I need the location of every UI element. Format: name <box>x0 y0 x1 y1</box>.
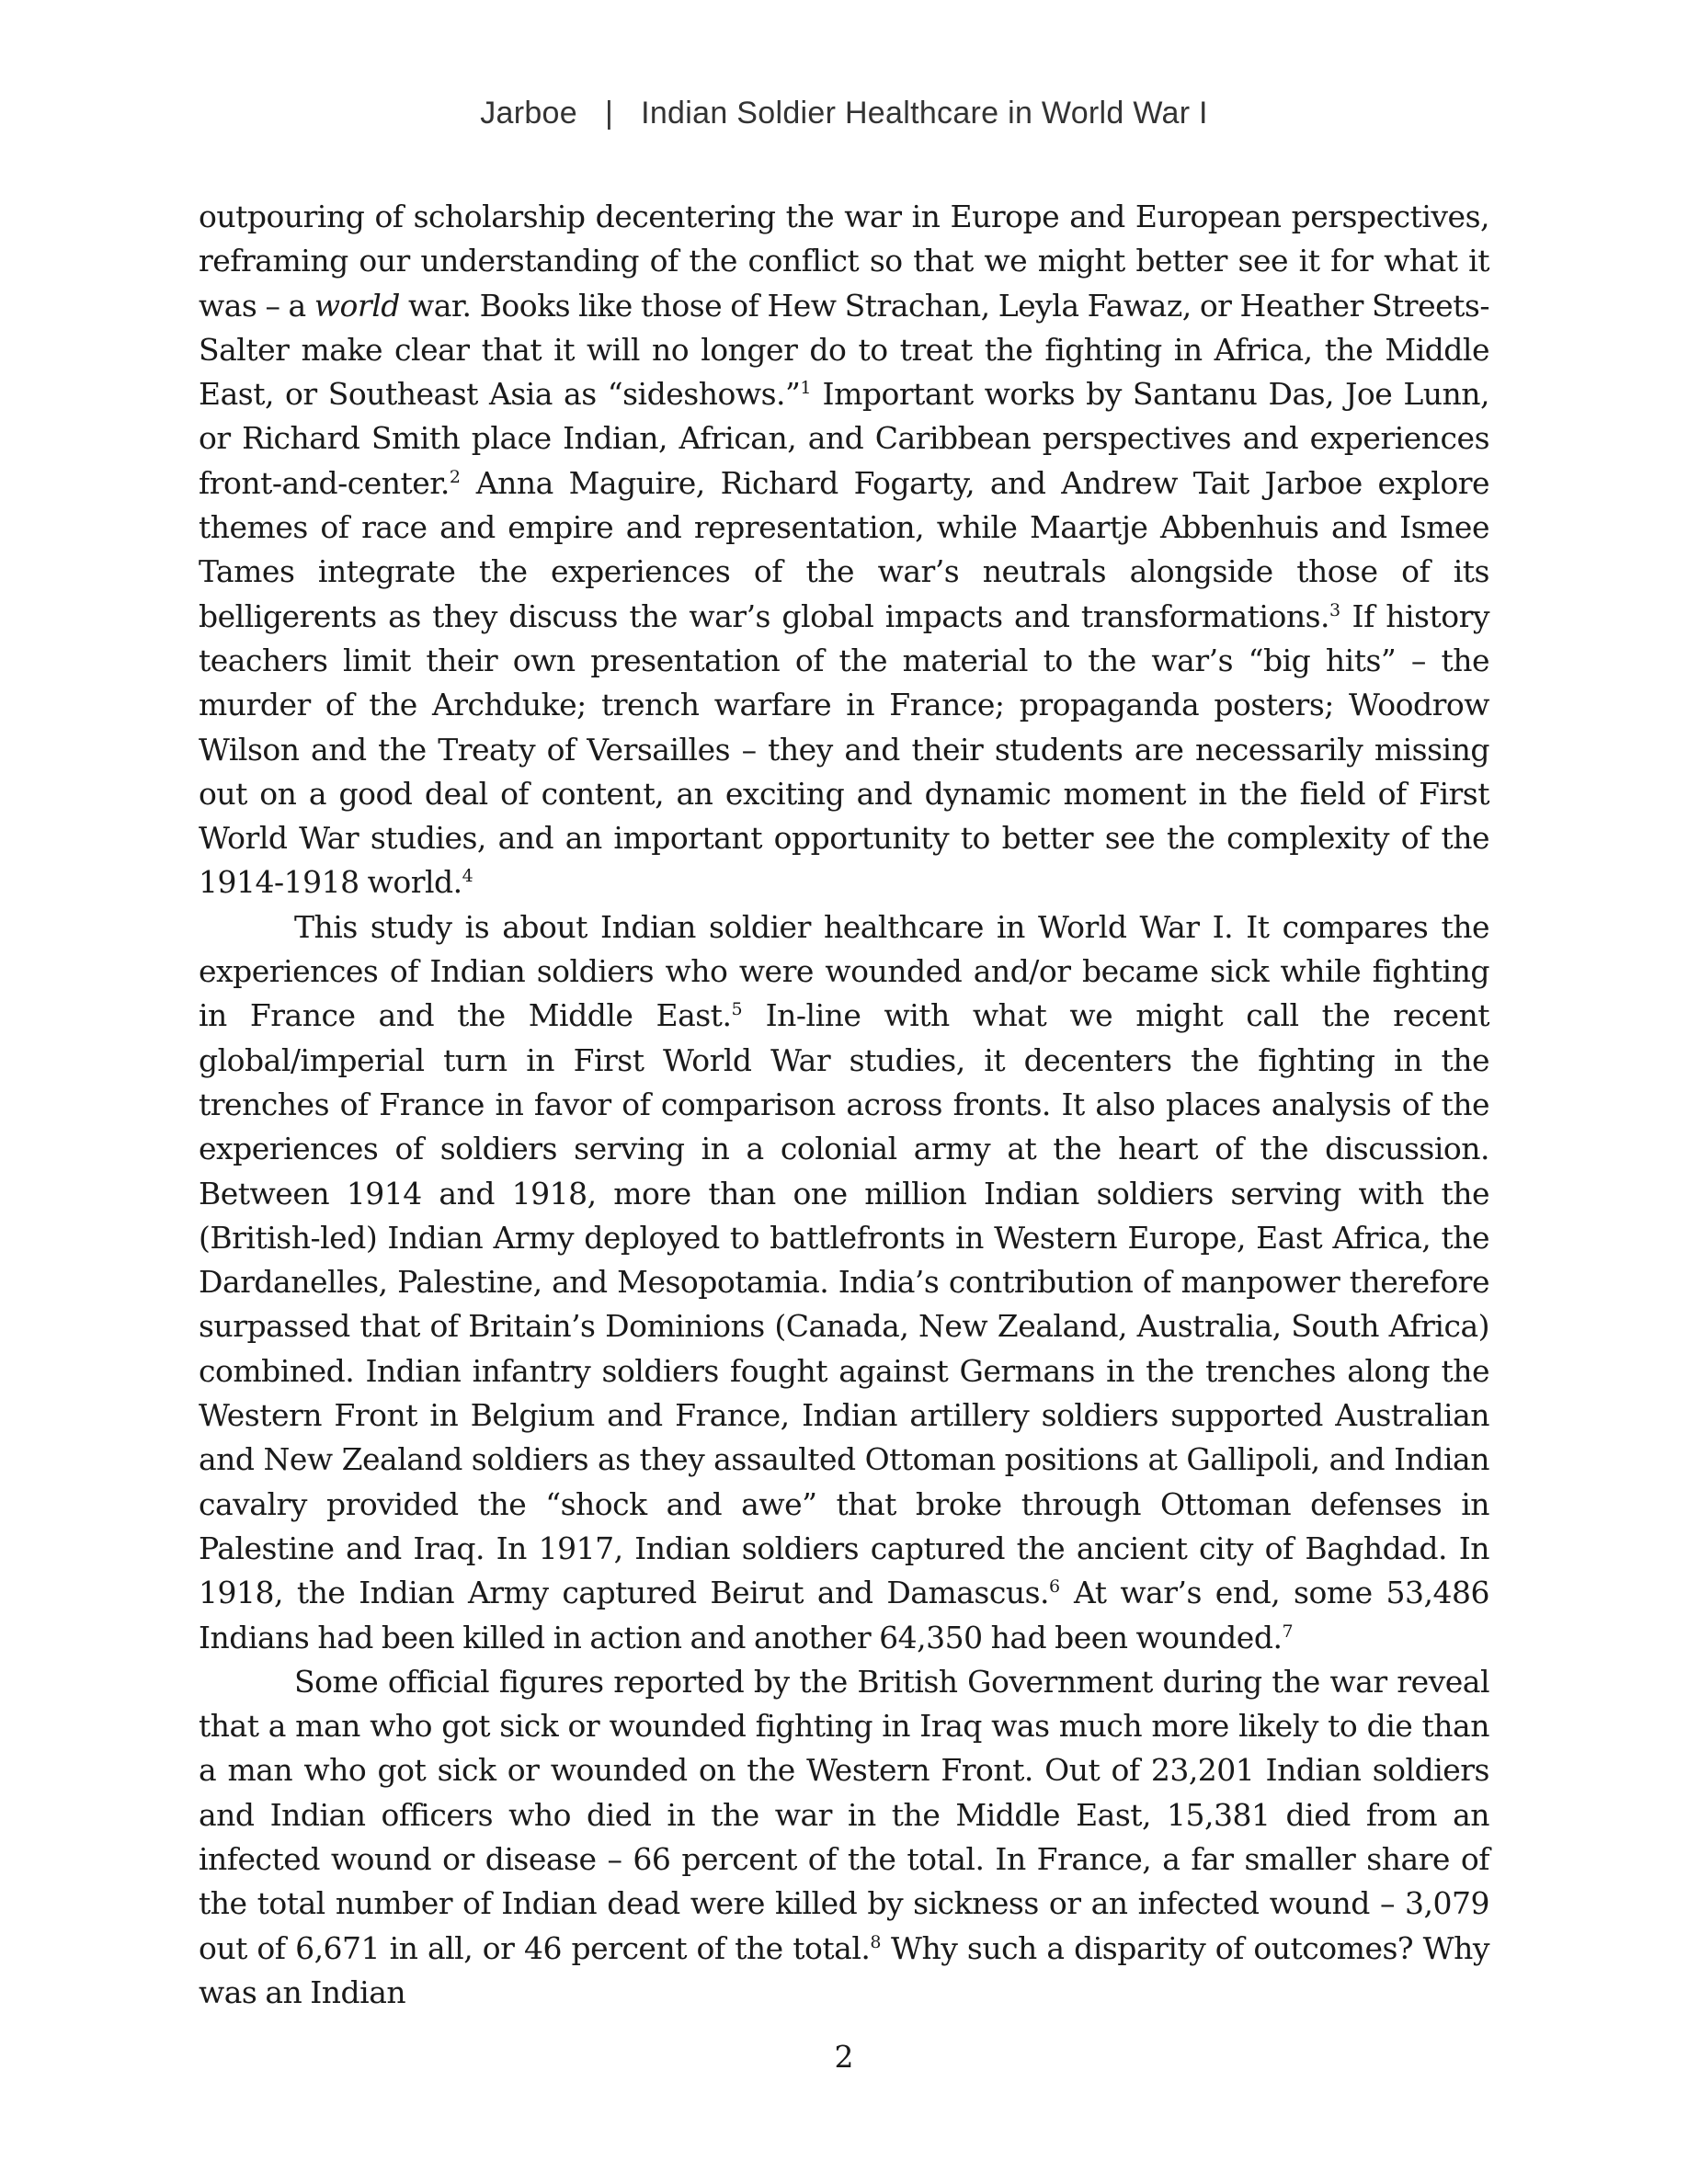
header-title: Indian Soldier Healthcare in World War I <box>641 96 1208 131</box>
text-run: This study is about Indian soldier healthcare in World War I. It compares the experiences of Indian soldiers who were wounded and/or became sick while fighting in France and the Middle East. <box>199 908 1489 1034</box>
footnote-ref-4[interactable]: 4 <box>462 866 473 887</box>
header-author: Jarboe <box>480 96 577 131</box>
text-run: At war’s end, some 53,486 Indians had been killed in action and another 64,350 had been wounded. <box>199 1575 1489 1655</box>
text-run: outpouring of scholarship decentering the war in Europe and European perspectives, reframing our understanding of the conflict so that we might better see it for what it was – a <box>199 199 1489 324</box>
footnote-ref-2[interactable]: 2 <box>449 467 462 488</box>
running-header <box>0 96 1688 131</box>
page-number: 2 <box>834 2039 854 2075</box>
text-run: Important works by Santanu Das, Joe Lunn, or Richard Smith place Indian, African, and Caribbean perspectives and experiences front-and-center. <box>199 376 1490 501</box>
text-run: war. Books like those of Hew Strachan, Leyla Fawaz, or Heather Streets-Salter make clear that it will no longer do to treat the fighting in Africa, the Middle East, or Southeast Asia as “sideshows.” <box>199 287 1489 413</box>
footnote-ref-6[interactable]: 6 <box>1049 1576 1061 1598</box>
text-run: If history teachers limit their own presentation of the material to the war’s “big hits” – the murder of the Archduke; trench warfare in France; propaganda posters; Woodrow Wilson and the Treaty of Versailles – they and their students are necessarily missing out on a good deal of content, an exciting and dynamic moment in the field of First World War studies, and an important opportunity to better see the complexity of the 1914-1918 world. <box>199 597 1489 901</box>
footnote-ref-8[interactable]: 8 <box>870 1931 882 1952</box>
footnote-ref-1[interactable]: 1 <box>800 378 812 399</box>
text-run: Some official figures reported by the British Government during the war reveal that a man who got sick or wounded fighting in Iraq was much more likely to die than a man who got sick or wounded on the Western Front. Out of 23,201 Indian soldiers and Indian officers who died in the war in the Middle East, 15,381 died from an infected wound or disease – 66 percent of the total. In France, a far smaller share of the total number of Indian dead were killed by sickness or an infected wound – 3,079 out of 6,671 in all, or 46 percent of the total. <box>199 1663 1489 1966</box>
paragraph-3 <box>199 1660 1489 2015</box>
header-separator: | <box>604 96 614 131</box>
article-body <box>199 195 1489 2015</box>
text-run: Why such a disparity of outcomes? Why was an Indian <box>199 1929 1489 2010</box>
emphasis-world: world <box>314 287 400 324</box>
footnote-ref-7[interactable]: 7 <box>1282 1621 1294 1642</box>
paragraph-2 <box>199 905 1489 1660</box>
text-run: In-line with what we might call the recent global/imperial turn in First World War studies, it decenters the fighting in the trenches of France in favor of comparison across fronts. It also places analysis of the experiences of soldiers serving in a colonial army at the heart of the discussion. Between 1914 and 1918, more than one million Indian soldiers serving with the (British-led) Indian Army deployed to battlefronts in Western Europe, East Africa, the Dardanelles, Palestine, and Mesopotamia. India’s contribution of manpower therefore surpassed that of Britain’s Dominions (Canada, New Zealand, Australia, South Africa) combined. Indian infantry soldiers fought against Germans in the trenches along the Western Front in Belgium and France, Indian artillery soldiers supported Australian and New Zealand soldiers as they assaulted Ottoman positions at Gallipoli, and Indian cavalry provided the “shock and awe” that broke through Ottoman defenses in Palestine and Iraq. In 1917, Indian soldiers captured the ancient city of Baghdad. In 1918, the Indian Army captured Beirut and Damascus. <box>199 997 1490 1611</box>
text-run: Anna Maguire, Richard Fogarty, and Andrew Tait Jarboe explore themes of race and empire and representation, while Maartje Abbenhuis and Ismee Tames integrate the experiences of the war’s neutrals alongside those of its belligerents as they discuss the war’s global impacts and transformations. <box>199 464 1489 634</box>
footnote-ref-5[interactable]: 5 <box>731 999 743 1020</box>
footnote-ref-3[interactable]: 3 <box>1329 599 1341 620</box>
paragraph-1 <box>199 195 1489 905</box>
